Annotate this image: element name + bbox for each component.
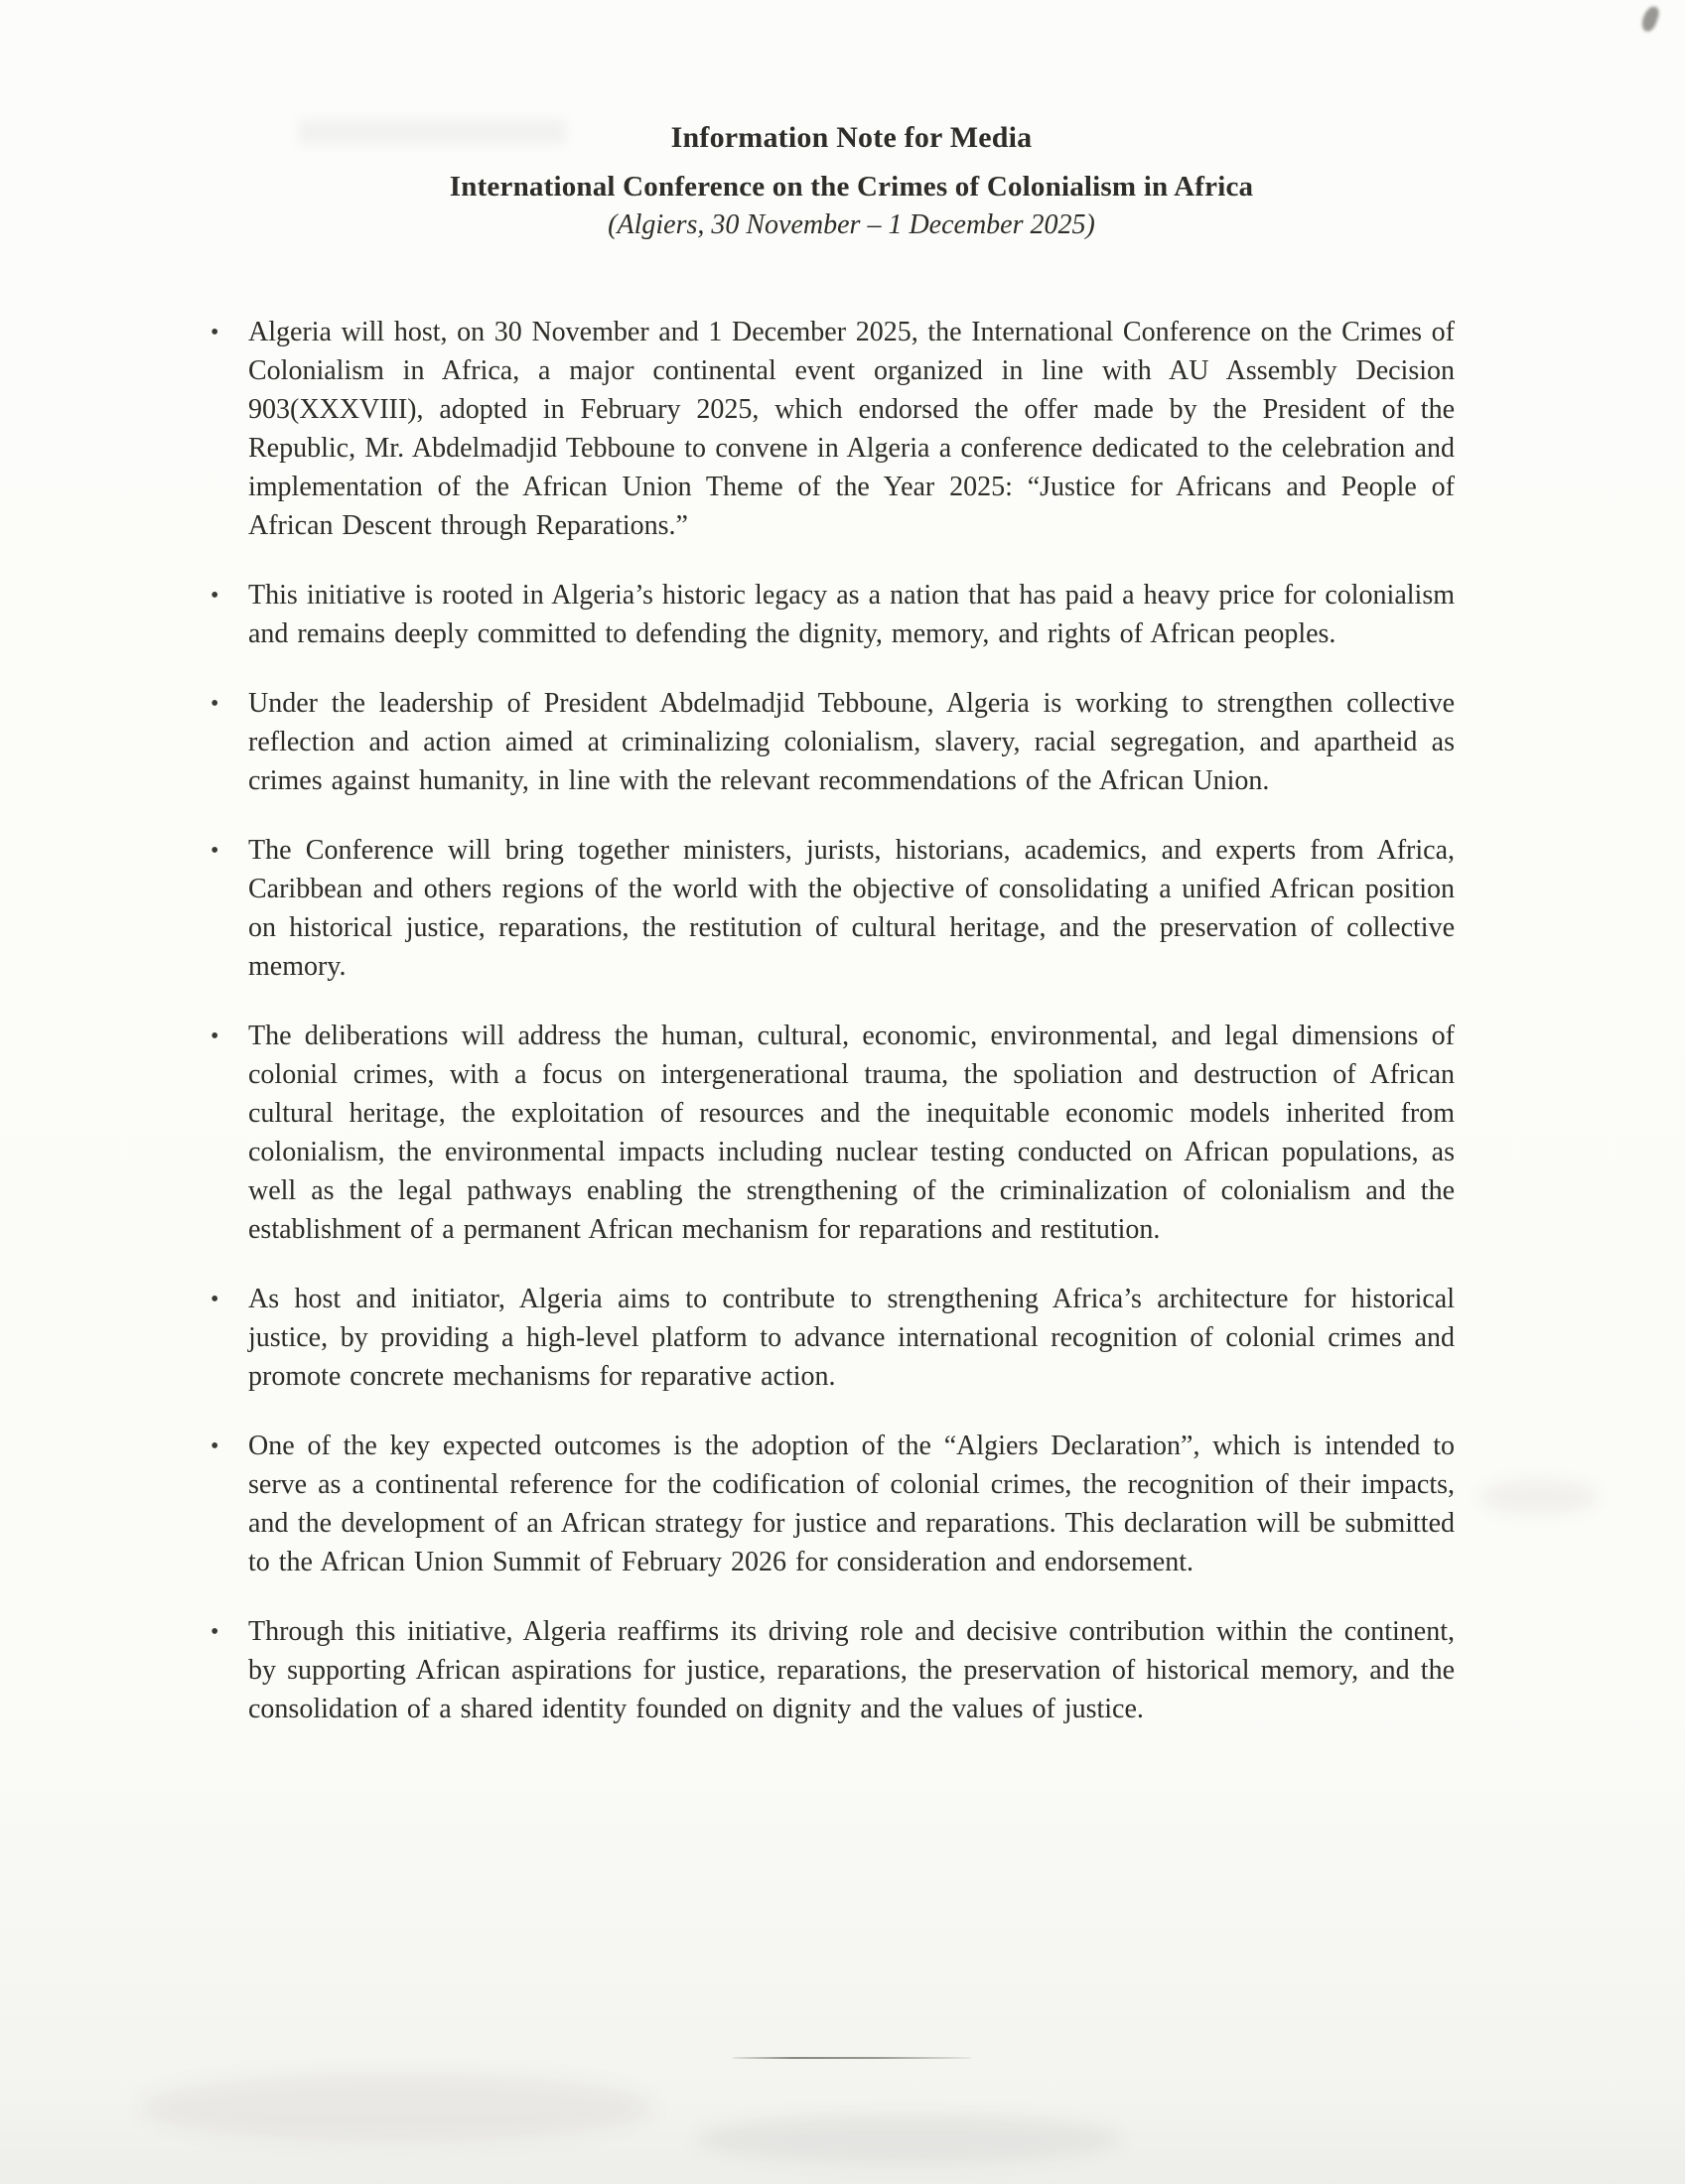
bullet-marker: • (211, 691, 219, 717)
bullet-marker: • (211, 1433, 219, 1459)
bullet-item-host-role (211, 1280, 1455, 1396)
bullet-marker: • (211, 583, 219, 609)
bullet-text: Through this initiative, Algeria reaffirms its driving role and decisive contribution within the continent, by supporting African aspirations for justice, reparations, the preservation of historical memory, and the consolidation of a shared identity founded on dignity and the values of justice. (248, 1616, 1455, 1724)
bullet-marker: • (211, 838, 219, 864)
bullet-item-leadership (211, 684, 1455, 800)
document-content (211, 121, 1455, 1759)
bullet-item-algiers-declaration (211, 1427, 1455, 1581)
bullet-text: This initiative is rooted in Algeria’s historic legacy as a nation that has paid a heavy price for colonialism and remains deeply committed to defending the dignity, memory, and rights of African peoples. (248, 580, 1455, 649)
bullet-text: As host and initiator, Algeria aims to contribute to strengthening Africa’s architecture for historical justice, by providing a high-level platform to advance international recognition of colonial crimes and promote concrete mechanisms for reparative action. (248, 1284, 1455, 1392)
bullet-marker: • (211, 1287, 219, 1312)
bullet-text: The Conference will bring together ministers, jurists, historians, academics, and experts from Africa, Caribbean and others regions of the world with the objective of consolidating a unified African position on historical justice, reparations, the restitution of cultural heritage, and the preservation of collective memory. (248, 835, 1455, 982)
end-of-document-rule (733, 2057, 971, 2059)
scan-smudge-right (1479, 1479, 1599, 1515)
bullet-marker: • (211, 320, 219, 345)
document-dateline: (Algiers, 30 November – 1 December 2025) (608, 209, 1095, 240)
bullet-text: One of the key expected outcomes is the adoption of the “Algiers Declaration”, which is intended to serve as a continental reference for the codification of colonial crimes, the recognition of their impacts, and the development of an African strategy for justice and reparations. This declaration will be submitted to the African Union Summit of February 2026 for consideration and endorsement. (248, 1431, 1455, 1577)
bullet-item-initiative-roots (211, 576, 1455, 653)
bullet-item-participants (211, 831, 1455, 986)
bullet-text: The deliberations will address the human, cultural, economic, environmental, and legal dimensions of colonial crimes, with a focus on intergenerational trauma, the spoliation and destruction of African cultural heritage, the exploitation of resources and the inequitable economic models inherited from colonialism, the environmental impacts including nuclear testing conducted on African populations, as well as the legal pathways enabling the strengthening of the criminalization of colonialism and the establishment of a permanent African mechanism for reparations and restitution. (248, 1021, 1455, 1245)
bullet-item-conference-announcement (211, 313, 1455, 545)
document-title: Information Note for Media (670, 121, 1033, 154)
bullet-text: Under the leadership of President Abdelmadjid Tebboune, Algeria is working to strengthen collective reflection and action aimed at criminalizing colonialism, slavery, racial segregation, and apartheid as crimes against humanity, in line with the relevant recommendations of the African Union. (248, 688, 1455, 796)
scan-smudge-bottom-middle (695, 2115, 1122, 2164)
scan-smudge-top-right (1639, 4, 1660, 33)
bullet-marker: • (211, 1619, 219, 1645)
bullet-item-algeria-reaffirmation (211, 1612, 1455, 1728)
bullet-list (211, 313, 1455, 1728)
bullet-item-deliberations (211, 1017, 1455, 1249)
bullet-marker: • (211, 1024, 219, 1049)
document-subtitle: International Conference on the Crimes of Colonialism in Africa (449, 171, 1254, 203)
bullet-text: Algeria will host, on 30 November and 1 December 2025, the International Conference on the Crimes of Colonialism in Africa, a major continental event organized in line with AU Assembly Decision 903(XXXVIII), adopted in February 2025, which endorsed the offer made by the President of the Republic, Mr. Abdelmadjid Tebboune to convene in Algeria a conference dedicated to the celebration and implementation of the African Union Theme of the Year 2025: “Justice for Africans and People of African Descent through Reparations.” (248, 317, 1455, 541)
scan-smudge-bottom-left (139, 2073, 655, 2142)
